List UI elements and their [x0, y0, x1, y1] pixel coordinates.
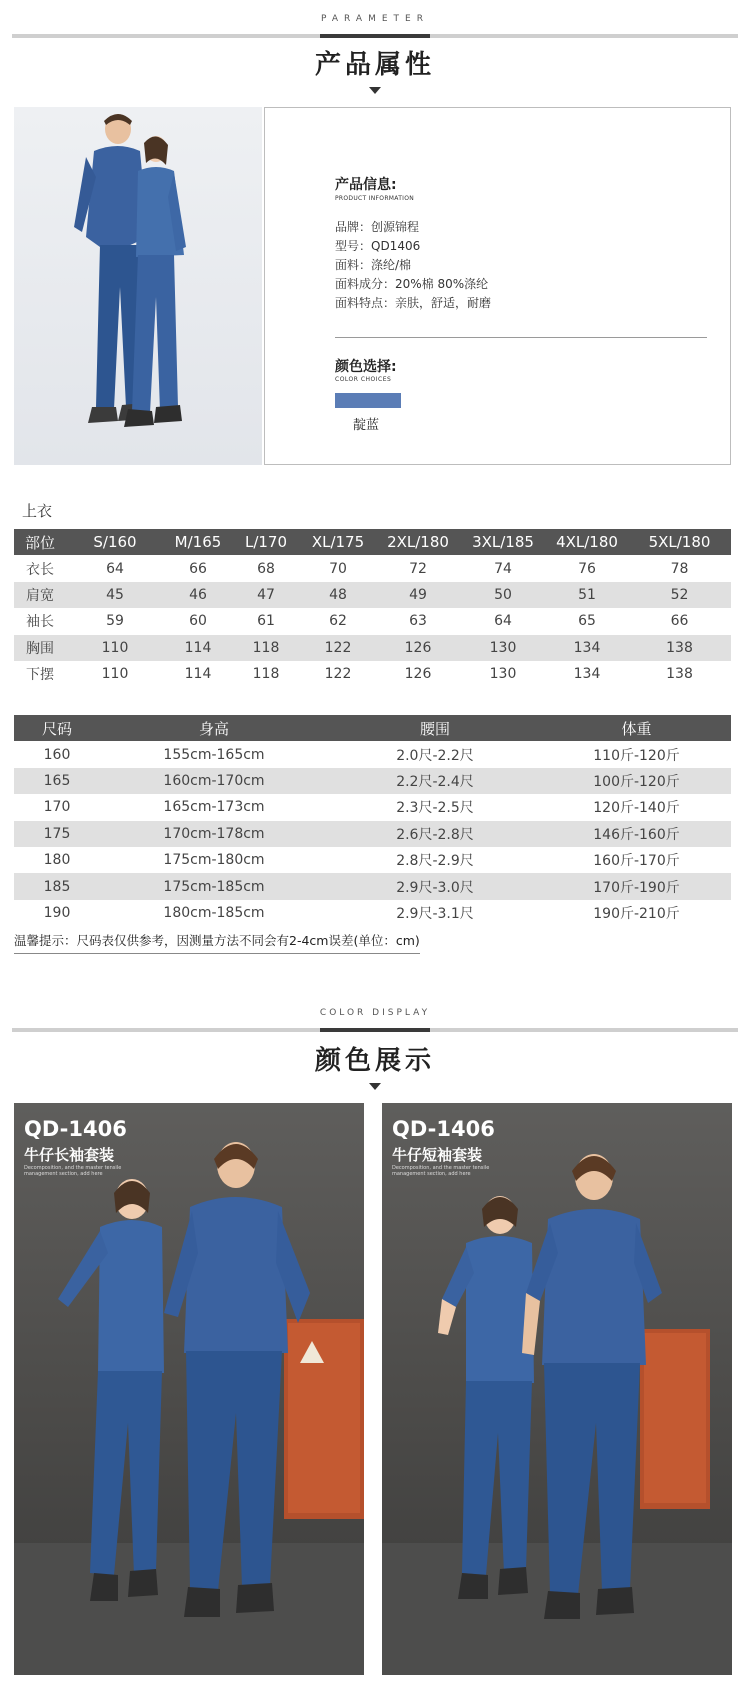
display-tiny-text: Decomposition, and the master tensile management section, add here — [24, 1165, 122, 1177]
table-cell: 60 — [189, 613, 207, 630]
table-cell: 175 — [14, 821, 100, 847]
table-cell: 126 — [404, 666, 432, 683]
table-cell: 肩宽 — [14, 582, 66, 608]
table-cell: 180cm-185cm — [163, 904, 265, 921]
display-product-name: 牛仔长袖套装 — [24, 1146, 115, 1164]
table-row — [14, 821, 731, 847]
product-info-panel — [264, 107, 731, 465]
table-header-cell: M/165 — [164, 529, 232, 555]
table-cell: 170斤-190斤 — [542, 873, 731, 899]
table-cell: 165 — [14, 768, 100, 794]
top-size-table — [14, 529, 731, 687]
down-arrow-icon — [369, 1083, 381, 1090]
table-cell: 138 — [666, 666, 693, 683]
table-row — [14, 847, 731, 873]
table-cell: 130 — [460, 635, 546, 661]
table-row — [14, 900, 731, 926]
table-cell: 63 — [409, 613, 427, 630]
parameter-cn-wrap — [0, 44, 750, 94]
table-cell: 110 — [66, 635, 164, 661]
table-cell: 122 — [324, 666, 352, 683]
color-display-cn-wrap — [0, 1040, 750, 1090]
table-cell: 45 — [66, 582, 164, 608]
table-cell: 146斤-160斤 — [542, 821, 731, 847]
table-cell: 70 — [329, 560, 347, 577]
parameter-header — [0, 14, 750, 24]
table-cell: 114 — [184, 666, 212, 683]
product-info-row: 面料特点：亲肤，舒适，耐磨 — [335, 296, 492, 310]
table-header-row — [14, 529, 731, 555]
table-cell: 190斤-210斤 — [593, 905, 680, 922]
table-cell: 190 — [43, 904, 71, 921]
table-row — [14, 582, 731, 608]
table-cell: 59 — [106, 613, 124, 630]
table-cell: 64 — [494, 613, 512, 630]
table-header-row — [14, 715, 731, 741]
table-cell: 64 — [106, 560, 124, 577]
table-cell: 51 — [546, 582, 628, 608]
product-info-row: 型号：QD1406 — [335, 239, 421, 253]
short-sleeve-display-photo — [382, 1103, 732, 1675]
table-cell: 170 — [43, 799, 71, 816]
color-swatch-indigo[interactable] — [335, 393, 401, 408]
color-display-en-title: COLOR DISPLAY — [319, 1008, 431, 1018]
table-row — [14, 873, 731, 899]
table-cell: 155cm-165cm — [163, 746, 265, 763]
parameter-divider-accent — [320, 34, 430, 38]
product-info-title: 产品信息: — [335, 177, 397, 193]
table-header-cell: 尺码 — [14, 715, 100, 741]
table-cell: 170cm-178cm — [100, 821, 328, 847]
parameter-cn-title: 产品属性 — [314, 50, 435, 80]
table-header-cell: S/160 — [66, 529, 164, 555]
table-cell: 165cm-173cm — [163, 799, 265, 816]
table-header-cell: 4XL/180 — [546, 529, 628, 555]
color-display-divider-accent — [320, 1028, 430, 1032]
table-cell: 160cm-170cm — [100, 768, 328, 794]
table-cell: 160 — [43, 746, 71, 763]
table-header-cell: 3XL/185 — [460, 529, 546, 555]
table-row — [14, 768, 731, 794]
table-cell: 48 — [300, 582, 376, 608]
table-cell: 134 — [573, 666, 601, 683]
table-cell: 47 — [232, 582, 300, 608]
color-swatch-label: 靛蓝 — [353, 418, 380, 433]
table-cell: 50 — [460, 582, 546, 608]
table-row — [14, 741, 731, 767]
table-cell: 185 — [14, 873, 100, 899]
table-row — [14, 608, 731, 634]
product-info-row: 品牌：创源锦程 — [335, 220, 420, 234]
product-info-row: 面料：涤纶/棉 — [335, 258, 412, 272]
product-info-list — [335, 218, 491, 313]
table-cell: 76 — [578, 560, 596, 577]
table-cell: 65 — [578, 613, 596, 630]
long-sleeve-display-photo — [14, 1103, 364, 1675]
table-header-cell: 腰围 — [328, 715, 542, 741]
table-cell: 2.0尺-2.2尺 — [396, 747, 474, 764]
table-cell: 2.9尺-3.1尺 — [396, 905, 474, 922]
table-cell: 49 — [376, 582, 460, 608]
table-cell: 100斤-120斤 — [542, 768, 731, 794]
table-cell: 46 — [164, 582, 232, 608]
display-model-label: QD-1406 — [392, 1117, 495, 1141]
color-choice-subtitle: COLOR CHOICES — [335, 376, 392, 383]
table-cell: 66 — [189, 560, 207, 577]
table-row — [14, 794, 731, 820]
table-header-cell: 2XL/180 — [376, 529, 460, 555]
table-row — [14, 555, 731, 581]
table-row — [14, 635, 731, 661]
table-cell: 68 — [257, 560, 275, 577]
table-cell: 110 — [101, 666, 129, 683]
table-cell: 52 — [628, 582, 731, 608]
product-photo — [14, 107, 262, 465]
table-cell: 110斤-120斤 — [593, 747, 680, 764]
table-cell: 61 — [257, 613, 275, 630]
down-arrow-icon — [369, 87, 381, 94]
table-cell: 2.9尺-3.0尺 — [328, 873, 542, 899]
table-cell: 2.8尺-2.9尺 — [396, 853, 474, 870]
table-cell: 126 — [376, 635, 460, 661]
color-display-header — [0, 1008, 750, 1018]
table-row — [14, 661, 731, 687]
table-header-cell: 部位 — [14, 529, 66, 555]
table-header-cell: L/170 — [232, 529, 300, 555]
table-cell: 衣长 — [26, 561, 54, 578]
display-tiny-text: Decomposition, and the master tensile management section, add here — [392, 1165, 490, 1177]
table-header-cell: 体重 — [542, 715, 731, 741]
table-cell: 114 — [164, 635, 232, 661]
table-cell: 180 — [43, 852, 71, 869]
body-size-table — [14, 715, 731, 926]
table-cell: 2.2尺-2.4尺 — [328, 768, 542, 794]
table-cell: 62 — [329, 613, 347, 630]
table-cell: 118 — [252, 666, 280, 683]
table-cell: 2.6尺-2.8尺 — [328, 821, 542, 847]
table-header-cell: 身高 — [100, 715, 328, 741]
table-cell: 2.3尺-2.5尺 — [396, 800, 474, 817]
short-sleeve-couple-image — [382, 1103, 732, 1675]
product-info-row: 面料成分：20%棉 80%涤纶 — [335, 277, 489, 291]
table-cell: 120斤-140斤 — [593, 800, 680, 817]
table-cell: 72 — [409, 560, 427, 577]
table-cell: 胸围 — [14, 635, 66, 661]
table-cell: 138 — [628, 635, 731, 661]
table-cell: 118 — [232, 635, 300, 661]
table-header-cell: 5XL/180 — [628, 529, 731, 555]
display-product-name: 牛仔短袖套装 — [392, 1146, 483, 1164]
table-cell: 134 — [546, 635, 628, 661]
top-table-title: 上衣 — [22, 502, 53, 520]
display-model-label: QD-1406 — [24, 1117, 127, 1141]
long-sleeve-couple-image — [14, 1103, 364, 1675]
table-cell: 66 — [670, 613, 689, 630]
table-cell: 175cm-180cm — [163, 852, 265, 869]
table-cell: 78 — [670, 560, 689, 577]
table-cell: 下摆 — [26, 667, 54, 684]
product-info-subtitle: PRODUCT INFORMATION — [335, 195, 415, 202]
info-divider — [335, 337, 707, 338]
table-cell: 袖长 — [26, 614, 54, 631]
parameter-en-title: PARAMETER — [321, 14, 429, 24]
table-cell: 122 — [300, 635, 376, 661]
table-cell: 175cm-185cm — [100, 873, 328, 899]
color-display-cn-title: 颜色展示 — [314, 1046, 435, 1076]
color-choice-title: 颜色选择: — [335, 359, 397, 375]
table-cell: 130 — [489, 666, 517, 683]
size-note: 温馨提示：尺码表仅供参考，因测量方法不同会有2-4cm误差(单位：cm) — [14, 931, 420, 954]
table-cell: 74 — [494, 560, 512, 577]
table-cell: 160斤-170斤 — [593, 853, 680, 870]
table-header-cell: XL/175 — [300, 529, 376, 555]
couple-long-sleeve-image — [14, 107, 262, 465]
